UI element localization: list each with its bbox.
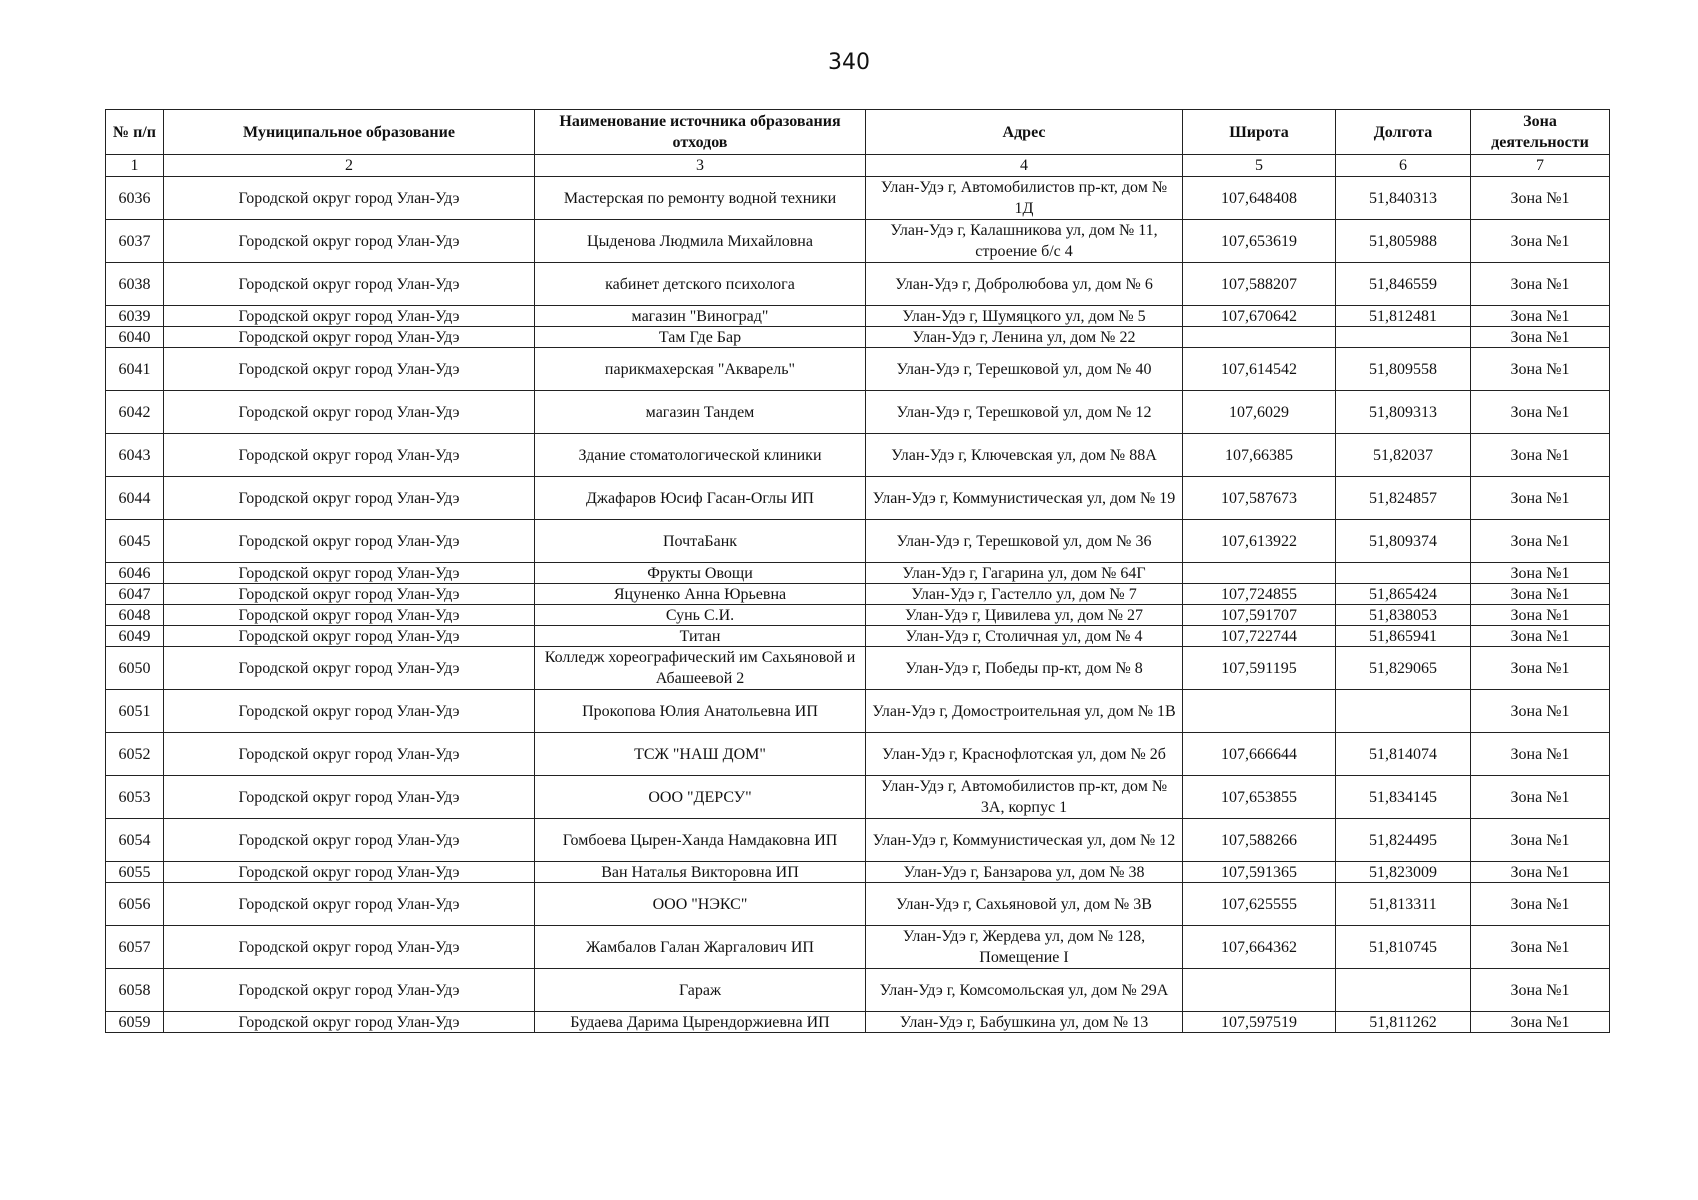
cell-num: 6037 — [106, 220, 164, 263]
cell-address: Улан-Удэ г, Автомобилистов пр-кт, дом № 1Д — [866, 177, 1183, 220]
cell-num: 6038 — [106, 263, 164, 306]
cell-address: Улан-Удэ г, Банзарова ул, дом № 38 — [866, 862, 1183, 883]
cell-municipality: Городской округ город Улан-Удэ — [164, 776, 535, 819]
table-row — [106, 862, 1610, 883]
cell-zone: Зона №1 — [1471, 327, 1610, 348]
cell-lat: 107,670642 — [1183, 306, 1336, 327]
cell-source: Яцуненко Анна Юрьевна — [535, 584, 866, 605]
cell-municipality: Городской округ город Улан-Удэ — [164, 605, 535, 626]
table-row — [106, 306, 1610, 327]
cell-lat: 107,591195 — [1183, 647, 1336, 690]
cell-lat: 107,588266 — [1183, 819, 1336, 862]
cell-lat: 107,597519 — [1183, 1012, 1336, 1033]
cell-municipality: Городской округ город Улан-Удэ — [164, 327, 535, 348]
table-row — [106, 434, 1610, 477]
cell-source: Здание стоматологической клиники — [535, 434, 866, 477]
cell-municipality: Городской округ город Улан-Удэ — [164, 306, 535, 327]
cell-address: Улан-Удэ г, Жердева ул, дом № 128, Помещение I — [866, 926, 1183, 969]
cell-municipality: Городской округ город Улан-Удэ — [164, 862, 535, 883]
cell-zone: Зона №1 — [1471, 647, 1610, 690]
header-lon: Долгота — [1336, 110, 1471, 155]
cell-address: Улан-Удэ г, Бабушкина ул, дом № 13 — [866, 1012, 1183, 1033]
cell-source: Жамбалов Галан Жаргалович ИП — [535, 926, 866, 969]
cell-num: 6043 — [106, 434, 164, 477]
table-row — [106, 477, 1610, 520]
cell-lon — [1336, 327, 1471, 348]
table-row — [106, 348, 1610, 391]
table-row — [106, 733, 1610, 776]
cell-municipality: Городской округ город Улан-Удэ — [164, 391, 535, 434]
cell-zone: Зона №1 — [1471, 926, 1610, 969]
column-number-row — [106, 155, 1610, 177]
cell-address: Улан-Удэ г, Цивилева ул, дом № 27 — [866, 605, 1183, 626]
cell-lon: 51,810745 — [1336, 926, 1471, 969]
cell-lon — [1336, 690, 1471, 733]
cell-lat: 107,722744 — [1183, 626, 1336, 647]
cell-lat: 107,724855 — [1183, 584, 1336, 605]
cell-source: Будаева Дарима Цырендоржиевна ИП — [535, 1012, 866, 1033]
cell-source: парикмахерская "Акварель" — [535, 348, 866, 391]
cell-lon — [1336, 563, 1471, 584]
cell-lat — [1183, 690, 1336, 733]
cell-lat — [1183, 969, 1336, 1012]
cell-num: 6054 — [106, 819, 164, 862]
cell-zone: Зона №1 — [1471, 220, 1610, 263]
cell-address: Улан-Удэ г, Терешковой ул, дом № 36 — [866, 520, 1183, 563]
cell-municipality: Городской округ город Улан-Удэ — [164, 626, 535, 647]
cell-source: Гомбоева Цырен-Ханда Намдаковна ИП — [535, 819, 866, 862]
cell-lon: 51,82037 — [1336, 434, 1471, 477]
cell-lon: 51,824857 — [1336, 477, 1471, 520]
cell-lat: 107,591365 — [1183, 862, 1336, 883]
cell-zone: Зона №1 — [1471, 626, 1610, 647]
cell-zone: Зона №1 — [1471, 883, 1610, 926]
table-row — [106, 327, 1610, 348]
cell-lon: 51,824495 — [1336, 819, 1471, 862]
cell-zone: Зона №1 — [1471, 605, 1610, 626]
cell-zone: Зона №1 — [1471, 306, 1610, 327]
cell-address: Улан-Удэ г, Ленина ул, дом № 22 — [866, 327, 1183, 348]
cell-num: 6053 — [106, 776, 164, 819]
cell-source: Ван Наталья Викторовна ИП — [535, 862, 866, 883]
cell-num: 6036 — [106, 177, 164, 220]
cell-num: 6039 — [106, 306, 164, 327]
column-number: 4 — [866, 155, 1183, 177]
cell-zone: Зона №1 — [1471, 434, 1610, 477]
cell-lon: 51,814074 — [1336, 733, 1471, 776]
cell-address: Улан-Удэ г, Сахьяновой ул, дом № 3В — [866, 883, 1183, 926]
cell-lat — [1183, 563, 1336, 584]
cell-zone: Зона №1 — [1471, 391, 1610, 434]
column-number: 5 — [1183, 155, 1336, 177]
cell-address: Улан-Удэ г, Автомобилистов пр-кт, дом № 3А, корпус 1 — [866, 776, 1183, 819]
cell-address: Улан-Удэ г, Домостроительная ул, дом № 1В — [866, 690, 1183, 733]
cell-zone: Зона №1 — [1471, 177, 1610, 220]
cell-zone: Зона №1 — [1471, 348, 1610, 391]
cell-address: Улан-Удэ г, Краснофлотская ул, дом № 2б — [866, 733, 1183, 776]
cell-lat: 107,664362 — [1183, 926, 1336, 969]
cell-zone: Зона №1 — [1471, 563, 1610, 584]
header-municipality: Муниципальное образование — [164, 110, 535, 155]
header-num: № п/п — [106, 110, 164, 155]
waste-sources-table — [105, 109, 1610, 1033]
cell-lat: 107,666644 — [1183, 733, 1336, 776]
cell-source: ТСЖ "НАШ ДОМ" — [535, 733, 866, 776]
cell-address: Улан-Удэ г, Гагарина ул, дом № 64Г — [866, 563, 1183, 584]
cell-num: 6046 — [106, 563, 164, 584]
column-number: 6 — [1336, 155, 1471, 177]
cell-num: 6048 — [106, 605, 164, 626]
cell-zone: Зона №1 — [1471, 477, 1610, 520]
cell-address: Улан-Удэ г, Коммунистическая ул, дом № 12 — [866, 819, 1183, 862]
cell-municipality: Городской округ город Улан-Удэ — [164, 969, 535, 1012]
cell-zone: Зона №1 — [1471, 819, 1610, 862]
table-row — [106, 969, 1610, 1012]
cell-num: 6057 — [106, 926, 164, 969]
cell-source: Цыденова Людмила Михайловна — [535, 220, 866, 263]
cell-zone: Зона №1 — [1471, 263, 1610, 306]
table-row — [106, 605, 1610, 626]
column-number: 7 — [1471, 155, 1610, 177]
table-row — [106, 626, 1610, 647]
cell-lon: 51,809374 — [1336, 520, 1471, 563]
cell-municipality: Городской округ город Улан-Удэ — [164, 220, 535, 263]
cell-municipality: Городской округ город Улан-Удэ — [164, 733, 535, 776]
cell-zone: Зона №1 — [1471, 520, 1610, 563]
cell-num: 6055 — [106, 862, 164, 883]
cell-municipality: Городской округ город Улан-Удэ — [164, 177, 535, 220]
cell-municipality: Городской округ город Улан-Удэ — [164, 647, 535, 690]
cell-source: Джафаров Юсиф Гасан-Оглы ИП — [535, 477, 866, 520]
cell-lat: 107,625555 — [1183, 883, 1336, 926]
table-row — [106, 520, 1610, 563]
cell-lon: 51,840313 — [1336, 177, 1471, 220]
table-row — [106, 1012, 1610, 1033]
cell-address: Улан-Удэ г, Комсомольская ул, дом № 29А — [866, 969, 1183, 1012]
cell-source: Гараж — [535, 969, 866, 1012]
cell-municipality: Городской округ город Улан-Удэ — [164, 1012, 535, 1033]
cell-num: 6040 — [106, 327, 164, 348]
table-body — [106, 177, 1610, 1033]
cell-source: ООО "НЭКС" — [535, 883, 866, 926]
cell-zone: Зона №1 — [1471, 584, 1610, 605]
cell-num: 6050 — [106, 647, 164, 690]
cell-municipality: Городской округ город Улан-Удэ — [164, 434, 535, 477]
cell-municipality: Городской округ город Улан-Удэ — [164, 819, 535, 862]
cell-source: магазин Тандем — [535, 391, 866, 434]
cell-source: Там Где Бар — [535, 327, 866, 348]
cell-lat: 107,587673 — [1183, 477, 1336, 520]
cell-num: 6049 — [106, 626, 164, 647]
cell-lon: 51,865424 — [1336, 584, 1471, 605]
cell-num: 6044 — [106, 477, 164, 520]
column-number: 1 — [106, 155, 164, 177]
table-header-row — [106, 110, 1610, 155]
table-row — [106, 926, 1610, 969]
table-row — [106, 263, 1610, 306]
cell-source: ООО "ДЕРСУ" — [535, 776, 866, 819]
cell-lat: 107,653855 — [1183, 776, 1336, 819]
cell-num: 6056 — [106, 883, 164, 926]
cell-lat: 107,6029 — [1183, 391, 1336, 434]
table-row — [106, 220, 1610, 263]
table-row — [106, 563, 1610, 584]
cell-lat: 107,588207 — [1183, 263, 1336, 306]
cell-zone: Зона №1 — [1471, 776, 1610, 819]
cell-lat: 107,614542 — [1183, 348, 1336, 391]
table-row — [106, 177, 1610, 220]
page-number: 340 — [828, 50, 870, 75]
cell-municipality: Городской округ город Улан-Удэ — [164, 926, 535, 969]
cell-lon: 51,812481 — [1336, 306, 1471, 327]
column-number: 2 — [164, 155, 535, 177]
cell-num: 6052 — [106, 733, 164, 776]
header-lat: Широта — [1183, 110, 1336, 155]
table-row — [106, 647, 1610, 690]
cell-lon: 51,823009 — [1336, 862, 1471, 883]
cell-municipality: Городской округ город Улан-Удэ — [164, 584, 535, 605]
cell-source: Фрукты Овощи — [535, 563, 866, 584]
cell-address: Улан-Удэ г, Добролюбова ул, дом № 6 — [866, 263, 1183, 306]
cell-lat: 107,66385 — [1183, 434, 1336, 477]
cell-source: магазин "Виноград" — [535, 306, 866, 327]
cell-lon: 51,805988 — [1336, 220, 1471, 263]
cell-address: Улан-Удэ г, Терешковой ул, дом № 40 — [866, 348, 1183, 391]
table-row — [106, 391, 1610, 434]
cell-lon: 51,809558 — [1336, 348, 1471, 391]
cell-lat: 107,653619 — [1183, 220, 1336, 263]
cell-lon: 51,813311 — [1336, 883, 1471, 926]
cell-source: Титан — [535, 626, 866, 647]
cell-lat — [1183, 327, 1336, 348]
cell-municipality: Городской округ город Улан-Удэ — [164, 563, 535, 584]
cell-lat: 107,648408 — [1183, 177, 1336, 220]
cell-lat: 107,613922 — [1183, 520, 1336, 563]
header-address: Адрес — [866, 110, 1183, 155]
cell-address: Улан-Удэ г, Терешковой ул, дом № 12 — [866, 391, 1183, 434]
cell-source: Сунь С.И. — [535, 605, 866, 626]
cell-address: Улан-Удэ г, Коммунистическая ул, дом № 19 — [866, 477, 1183, 520]
cell-lat: 107,591707 — [1183, 605, 1336, 626]
cell-num: 6045 — [106, 520, 164, 563]
cell-municipality: Городской округ город Улан-Удэ — [164, 477, 535, 520]
header-zone: Зона деятельности — [1471, 110, 1610, 155]
cell-num: 6059 — [106, 1012, 164, 1033]
header-source: Наименование источника образования отходов — [535, 110, 866, 155]
table-row — [106, 584, 1610, 605]
cell-source: Колледж хореографический им Сахьяновой и Абашеевой 2 — [535, 647, 866, 690]
cell-address: Улан-Удэ г, Ключевская ул, дом № 88А — [866, 434, 1183, 477]
cell-zone: Зона №1 — [1471, 1012, 1610, 1033]
cell-municipality: Городской округ город Улан-Удэ — [164, 348, 535, 391]
cell-address: Улан-Удэ г, Столичная ул, дом № 4 — [866, 626, 1183, 647]
cell-lon: 51,834145 — [1336, 776, 1471, 819]
cell-address: Улан-Удэ г, Шумяцкого ул, дом № 5 — [866, 306, 1183, 327]
cell-lon: 51,829065 — [1336, 647, 1471, 690]
cell-municipality: Городской округ город Улан-Удэ — [164, 520, 535, 563]
table-row — [106, 883, 1610, 926]
cell-num: 6047 — [106, 584, 164, 605]
cell-zone: Зона №1 — [1471, 969, 1610, 1012]
cell-address: Улан-Удэ г, Калашникова ул, дом № 11, строение б/с 4 — [866, 220, 1183, 263]
cell-num: 6051 — [106, 690, 164, 733]
cell-lon: 51,811262 — [1336, 1012, 1471, 1033]
table-row — [106, 776, 1610, 819]
cell-municipality: Городской округ город Улан-Удэ — [164, 883, 535, 926]
cell-lon: 51,838053 — [1336, 605, 1471, 626]
cell-lon: 51,846559 — [1336, 263, 1471, 306]
cell-num: 6042 — [106, 391, 164, 434]
cell-source: Прокопова Юлия Анатольевна ИП — [535, 690, 866, 733]
cell-num: 6058 — [106, 969, 164, 1012]
cell-zone: Зона №1 — [1471, 733, 1610, 776]
column-number: 3 — [535, 155, 866, 177]
cell-num: 6041 — [106, 348, 164, 391]
cell-address: Улан-Удэ г, Победы пр-кт, дом № 8 — [866, 647, 1183, 690]
cell-zone: Зона №1 — [1471, 690, 1610, 733]
cell-source: ПочтаБанк — [535, 520, 866, 563]
cell-source: кабинет детского психолога — [535, 263, 866, 306]
table-row — [106, 690, 1610, 733]
cell-address: Улан-Удэ г, Гастелло ул, дом № 7 — [866, 584, 1183, 605]
cell-municipality: Городской округ город Улан-Удэ — [164, 690, 535, 733]
cell-lon — [1336, 969, 1471, 1012]
cell-municipality: Городской округ город Улан-Удэ — [164, 263, 535, 306]
cell-zone: Зона №1 — [1471, 862, 1610, 883]
cell-source: Мастерская по ремонту водной техники — [535, 177, 866, 220]
cell-lon: 51,809313 — [1336, 391, 1471, 434]
cell-lon: 51,865941 — [1336, 626, 1471, 647]
table-row — [106, 819, 1610, 862]
